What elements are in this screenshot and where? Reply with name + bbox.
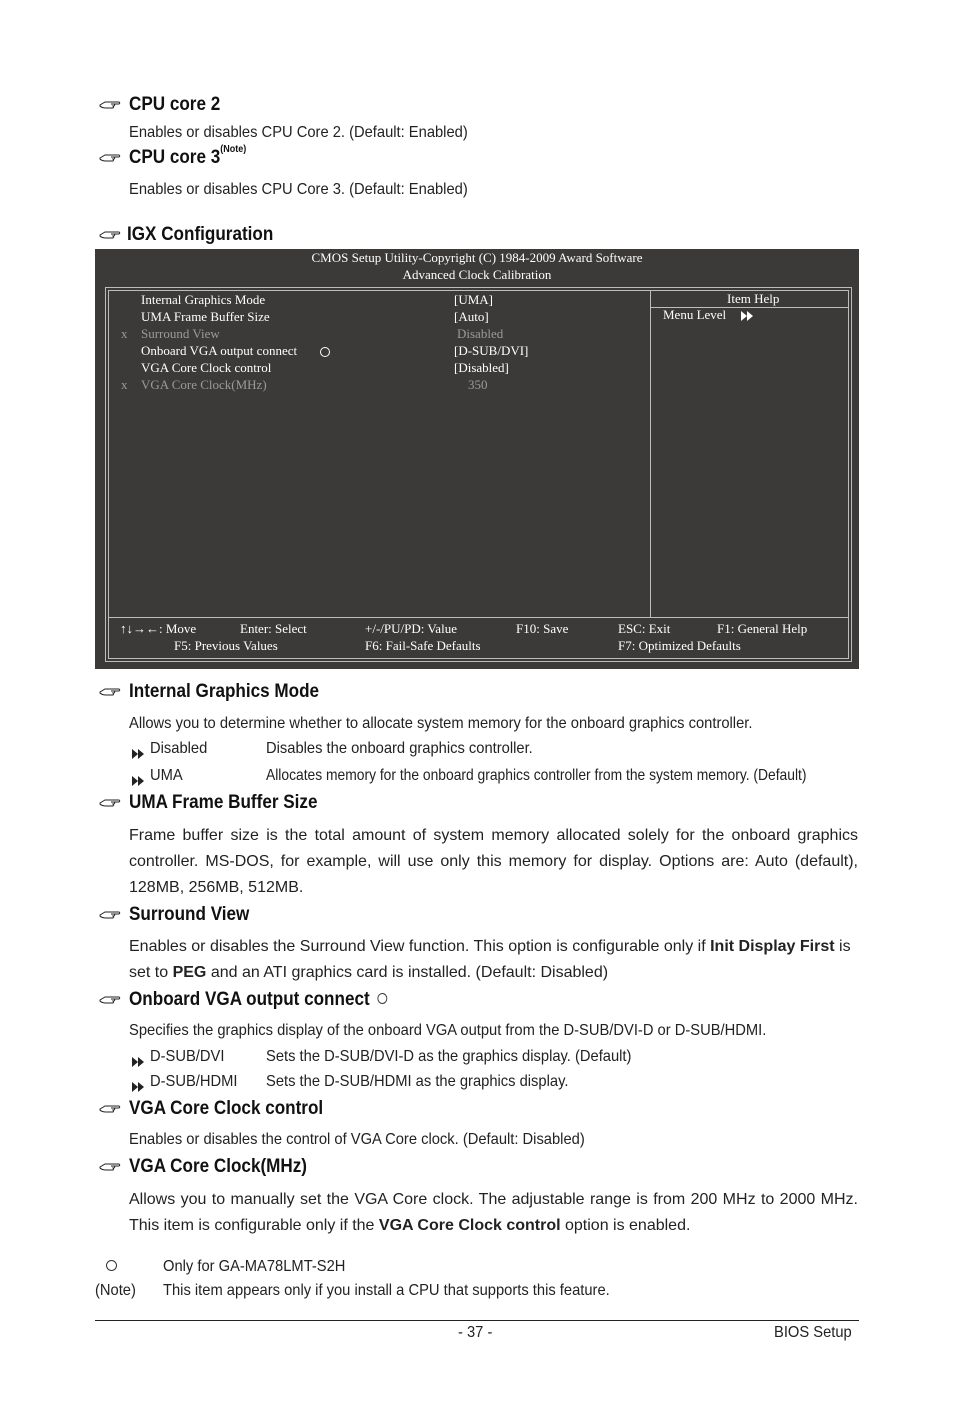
note-circle-icon bbox=[103, 1259, 117, 1277]
igm-option-desc: Allocates memory for the onboard graphics controller from the system memory. (Default) bbox=[266, 767, 807, 784]
cpu-core3-desc: Enables or disables CPU Core 3. (Default: Enabled) bbox=[129, 181, 468, 198]
vga-ctrl-desc: Enables or disables the control of VGA Core clock. (Default: Disabled) bbox=[129, 1131, 585, 1148]
option-arrow-icon bbox=[132, 1053, 144, 1071]
vga-out-option-name: D-SUB/DVI bbox=[150, 1048, 225, 1065]
bios-item-label[interactable]: Surround View bbox=[141, 326, 220, 341]
key-enter: Enter: Select bbox=[240, 621, 307, 636]
uma-desc: Frame buffer size is the total amount of system memory allocated solely for the onboard graphics controller. MS-DOS, for example, will use only this memory for display. Options are: Auto (default), 128MB, 256MB, 512MB. bbox=[129, 827, 858, 896]
option-arrow-icon bbox=[132, 1078, 144, 1096]
vga-out-option-desc: Sets the D-SUB/DVI-D as the graphics display. (Default) bbox=[266, 1048, 632, 1065]
bios-frame bbox=[105, 287, 852, 662]
key-f1: F1: General Help bbox=[717, 621, 808, 636]
igm-desc: Allows you to determine whether to allocate system memory for the onboard graphics controller. bbox=[129, 715, 753, 732]
key-f6: F6: Fail-Safe Defaults bbox=[365, 638, 481, 653]
key-f10: F10: Save bbox=[516, 621, 569, 636]
vga-clk-desc-text: option is enabled. bbox=[560, 1217, 691, 1234]
surround-desc-text: Enables or disables the Surround View function. This option is configurable only if bbox=[129, 938, 711, 955]
hand-pointer-icon bbox=[99, 1103, 121, 1115]
bios-item-value[interactable]: [UMA] bbox=[454, 292, 493, 307]
igm-option-desc: Disables the onboard graphics controller. bbox=[266, 740, 533, 757]
bios-item-label[interactable]: UMA Frame Buffer Size bbox=[141, 309, 270, 324]
item-help-title: Item Help bbox=[727, 291, 780, 306]
page-number: - 37 - bbox=[458, 1324, 493, 1341]
bios-divider bbox=[650, 291, 651, 617]
hand-pointer-icon bbox=[99, 152, 121, 164]
hand-pointer-icon bbox=[99, 994, 121, 1006]
note-superscript: (Note) bbox=[220, 144, 247, 155]
menu-level-label: Menu Level bbox=[663, 307, 727, 322]
option-arrow-icon bbox=[132, 745, 144, 763]
bios-item-value[interactable]: Disabled bbox=[457, 326, 504, 341]
hand-pointer-icon bbox=[99, 99, 121, 111]
note-circle-icon bbox=[377, 993, 387, 1004]
cpu-core3-heading bbox=[129, 144, 247, 169]
surround-desc-text: is set to bbox=[129, 938, 851, 981]
bios-title-copyright: CMOS Setup Utility-Copyright (C) 1984-2009 Award Software bbox=[311, 250, 643, 265]
cpu-core2-desc: Enables or disables CPU Core 2. (Default: Enabled) bbox=[129, 124, 468, 141]
note-2-label: (Note) bbox=[95, 1282, 136, 1299]
bios-item-value[interactable]: 350 bbox=[468, 377, 488, 392]
surround-bold-term: PEG bbox=[172, 964, 207, 981]
bios-item-mark: x bbox=[121, 326, 128, 341]
igm-option-name: Disabled bbox=[150, 740, 208, 757]
vga-clk-desc bbox=[129, 1187, 858, 1239]
cpu-core2-heading: CPU core 2 bbox=[129, 94, 221, 115]
hand-pointer-icon bbox=[99, 909, 121, 921]
hand-pointer-icon bbox=[99, 229, 121, 241]
bios-item-label[interactable]: VGA Core Clock(MHz) bbox=[141, 377, 267, 392]
surround-heading: Surround View bbox=[129, 904, 250, 925]
bios-item-value[interactable]: [Disabled] bbox=[454, 360, 509, 375]
hand-pointer-icon bbox=[99, 1161, 121, 1173]
option-arrow-icon bbox=[132, 772, 144, 790]
surround-bold-term: Init Display First bbox=[710, 938, 835, 955]
bios-title-page: Advanced Clock Calibration bbox=[402, 267, 552, 282]
key-move: ↑↓→←: Move bbox=[120, 621, 197, 636]
uma-heading: UMA Frame Buffer Size bbox=[129, 792, 318, 813]
bios-screen bbox=[95, 249, 859, 669]
key-value: +/-/PU/PD: Value bbox=[365, 621, 457, 636]
vga-out-option-desc: Sets the D-SUB/HDMI as the graphics display. bbox=[266, 1073, 569, 1090]
note-1-text: Only for GA-MA78LMT-S2H bbox=[163, 1258, 346, 1275]
vga-out-desc: Specifies the graphics display of the onboard VGA output from the D-SUB/DVI-D or D-SUB/HDMI. bbox=[129, 1022, 767, 1039]
bios-item-value[interactable]: [D-SUB/DVI] bbox=[454, 343, 529, 358]
key-esc: ESC: Exit bbox=[618, 621, 671, 636]
key-f7: F7: Optimized Defaults bbox=[618, 638, 741, 653]
vga-clk-desc-text: Allows you to manually set the VGA Core clock. The adjustable range is from 200 MHz to 2000 MHz. This item is configurable only if the bbox=[129, 1191, 858, 1234]
vga-out-title: Onboard VGA output connect bbox=[129, 989, 370, 1010]
key-f5: F5: Previous Values bbox=[174, 638, 278, 653]
hand-pointer-icon bbox=[99, 686, 121, 698]
surround-desc bbox=[129, 934, 858, 986]
legend-rule bbox=[109, 617, 848, 618]
bios-inner-frame bbox=[108, 290, 849, 659]
vga-out-option-name: D-SUB/HDMI bbox=[150, 1073, 238, 1090]
footer-rule bbox=[95, 1320, 859, 1321]
note-circle-icon bbox=[320, 347, 330, 357]
surround-desc-text: and an ATI graphics card is installed. (Default: Disabled) bbox=[206, 964, 609, 981]
cpu-core3-title: CPU core 3 bbox=[129, 147, 221, 168]
vga-clk-bold-term: VGA Core Clock control bbox=[378, 1217, 561, 1234]
double-arrow-icon bbox=[741, 307, 753, 323]
vga-out-heading bbox=[129, 989, 387, 1011]
menu-level bbox=[663, 307, 753, 323]
bios-item-label[interactable]: VGA Core Clock control bbox=[141, 360, 272, 375]
bios-item-label[interactable]: Onboard VGA output connect bbox=[141, 343, 298, 358]
vga-clk-heading: VGA Core Clock(MHz) bbox=[129, 1156, 307, 1177]
igm-option-name: UMA bbox=[150, 767, 183, 784]
footer-section: BIOS Setup bbox=[774, 1324, 852, 1341]
vga-ctrl-heading: VGA Core Clock control bbox=[129, 1098, 324, 1119]
hand-pointer-icon bbox=[99, 797, 121, 809]
bios-item-label[interactable]: Internal Graphics Mode bbox=[141, 292, 266, 307]
bios-item-mark: x bbox=[121, 377, 128, 392]
igx-configuration-heading: IGX Configuration bbox=[127, 224, 274, 245]
note-2-text: This item appears only if you install a CPU that supports this feature. bbox=[163, 1282, 610, 1299]
igm-heading: Internal Graphics Mode bbox=[129, 681, 320, 702]
bios-item-value[interactable]: [Auto] bbox=[454, 309, 489, 324]
